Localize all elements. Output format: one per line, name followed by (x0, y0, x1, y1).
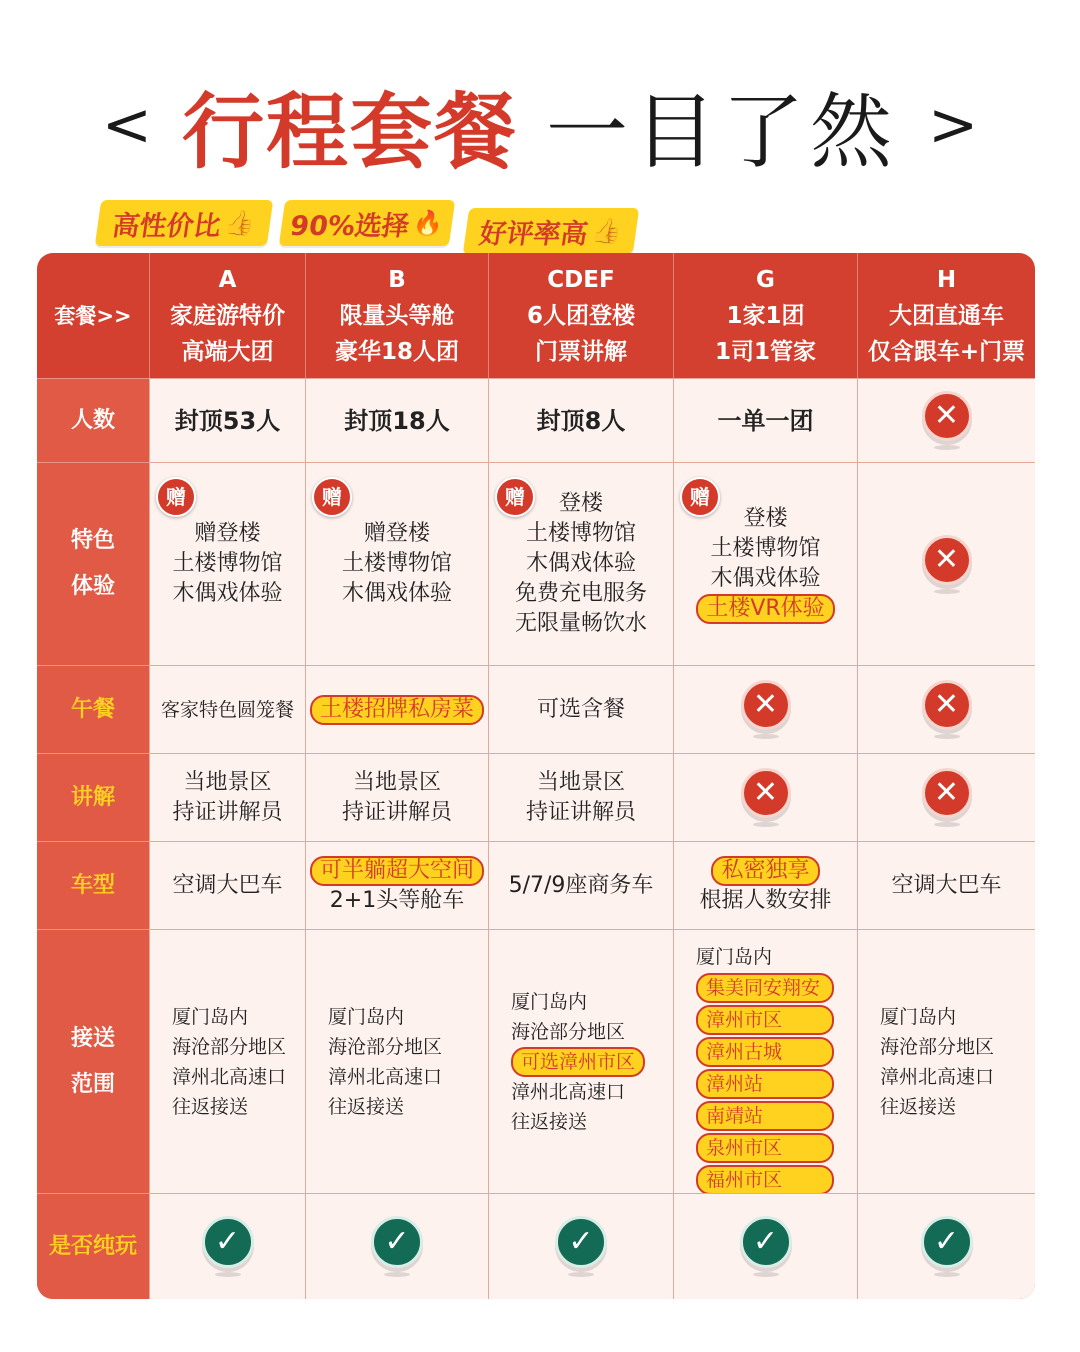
pickup-a: 厦门岛内 海沧部分地区 漳州北高速口 往返接送 (149, 929, 305, 1193)
feature-b: 赠 赠登楼 土楼博物馆 木偶戏体验 (305, 462, 488, 665)
lunch-cdef: 可选含餐 (488, 665, 673, 753)
pure-h (857, 1193, 1035, 1299)
row-label-guide: 讲解 (37, 753, 149, 841)
row-label-pure: 是否纯玩 (37, 1193, 149, 1299)
people-g: 一单一团 (673, 378, 857, 462)
x-circle-icon: ✕ (741, 680, 791, 730)
row-label-people: 人数 (37, 378, 149, 462)
vehicle-a: 空调大巴车 (149, 841, 305, 929)
gift-icon: 赠 (156, 477, 196, 517)
x-circle-icon: ✕ (922, 535, 972, 585)
pickup-b: 厦门岛内 海沧部分地区 漳州北高速口 往返接送 (305, 929, 488, 1193)
header-corner: 套餐>> (54, 303, 132, 328)
pickup-h: 厦门岛内 海沧部分地区 漳州北高速口 往返接送 (857, 929, 1035, 1193)
feature-cdef: 赠 登楼 土楼博物馆 木偶戏体验 免费充电服务 无限量畅饮水 (488, 462, 673, 665)
header-col-g: G 1家1团 1司1管家 (673, 253, 857, 378)
vehicle-cdef: 5/7/9座商务车 (488, 841, 673, 929)
pickup-cdef: 厦门岛内 海沧部分地区 可选漳州市区 漳州北高速口 往返接送 (488, 929, 673, 1193)
vehicle-h: 空调大巴车 (857, 841, 1035, 929)
row-label-lunch: 午餐 (37, 665, 149, 753)
pickup-g: 厦门岛内 集美同安翔安 漳州市区 漳州古城 漳州站 南靖站 泉州市区 福州市区 (673, 929, 857, 1193)
title-red: 行程套餐 (181, 84, 518, 180)
x-circle-icon: ✕ (922, 680, 972, 730)
x-circle-icon: ✕ (922, 391, 972, 441)
check-circle-icon: ✓ (740, 1216, 792, 1268)
gift-icon: 赠 (495, 477, 535, 517)
header-col-b: B 限量头等舱 豪华18人团 (305, 253, 488, 378)
header-col-a: A 家庭游特价 高端大团 (149, 253, 305, 378)
page-title (0, 70, 1080, 180)
lunch-g (673, 665, 857, 753)
thumbs-up-icon: 👍 (590, 217, 624, 245)
guide-a: 当地景区 持证讲解员 (149, 753, 305, 841)
right-arrow: > (928, 90, 979, 160)
x-circle-icon: ✕ (922, 768, 972, 818)
lunch-b: 土楼招牌私房菜 (305, 665, 488, 753)
fire-icon: 🔥 (411, 209, 446, 237)
guide-cdef: 当地景区 持证讲解员 (488, 753, 673, 841)
pure-a (149, 1193, 305, 1299)
lunch-h (857, 665, 1035, 753)
header-col-h: H 大团直通车 仅含跟车+门票 (857, 253, 1035, 378)
row-label-vehicle: 车型 (37, 841, 149, 929)
gift-icon: 赠 (680, 477, 720, 517)
title-black: 一目了然 (546, 84, 899, 180)
badge-popular: 90%选择 🔥 (279, 200, 455, 246)
lunch-a: 客家特色圆笼餐 (149, 665, 305, 753)
people-h (857, 378, 1035, 462)
check-circle-icon: ✓ (921, 1216, 973, 1268)
vr-highlight: 土楼VR体验 (696, 594, 834, 624)
people-a: 封顶53人 (149, 378, 305, 462)
gift-icon: 赠 (312, 477, 352, 517)
row-label-feature: 特色 体验 (37, 462, 149, 665)
check-circle-icon: ✓ (202, 1216, 254, 1268)
badge-value: 高性价比 👍 (95, 200, 273, 246)
feature-g: 赠 登楼 土楼博物馆 木偶戏体验 土楼VR体验 (673, 462, 857, 665)
badge-rating: 好评率高 👍 (463, 208, 639, 254)
people-b: 封顶18人 (305, 378, 488, 462)
package-table (37, 253, 1035, 1299)
vehicle-b: 可半躺超大空间 2+1头等舱车 (305, 841, 488, 929)
people-cdef: 封顶8人 (488, 378, 673, 462)
guide-g (673, 753, 857, 841)
check-circle-icon: ✓ (371, 1216, 423, 1268)
check-circle-icon: ✓ (555, 1216, 607, 1268)
guide-h (857, 753, 1035, 841)
thumbs-up-icon: 👍 (223, 209, 257, 237)
guide-b: 当地景区 持证讲解员 (305, 753, 488, 841)
pure-b (305, 1193, 488, 1299)
feature-h (857, 462, 1035, 665)
vehicle-g: 私密独享 根据人数安排 (673, 841, 857, 929)
pure-cdef (488, 1193, 673, 1299)
pure-g (673, 1193, 857, 1299)
feature-a: 赠 赠登楼 土楼博物馆 木偶戏体验 (149, 462, 305, 665)
x-circle-icon: ✕ (741, 768, 791, 818)
row-label-pickup: 接送 范围 (37, 929, 149, 1193)
header-col-cdef: CDEF 6人团登楼 门票讲解 (488, 253, 673, 378)
left-arrow: < (101, 90, 152, 160)
